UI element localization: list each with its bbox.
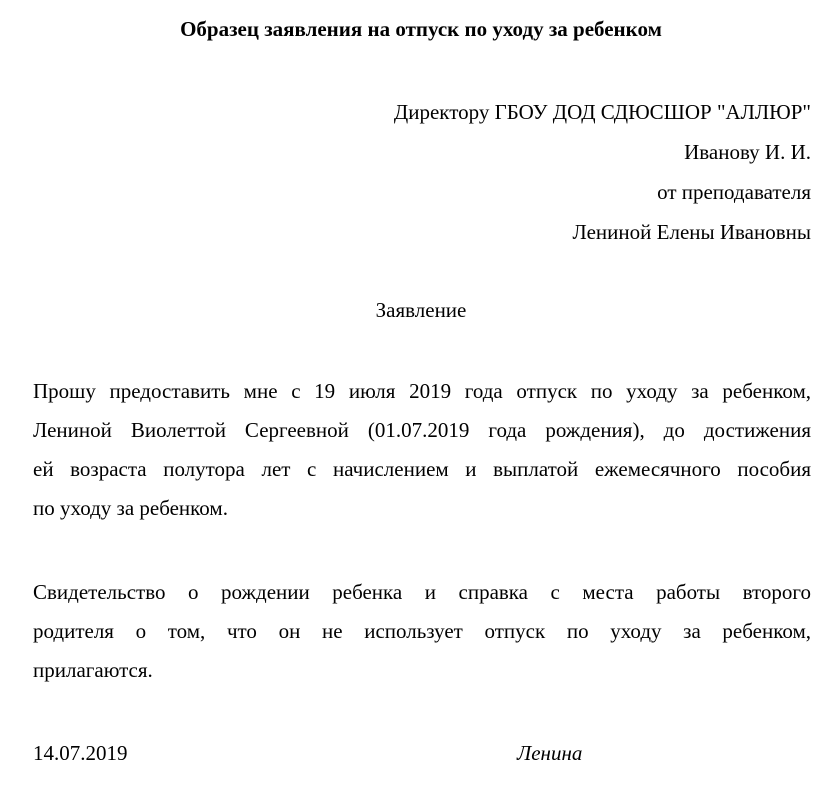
attachments-line-2: родителя о том, что он не использует отпуск по уходу за ребенком, — [33, 619, 811, 643]
addressee-block — [394, 92, 811, 252]
signature: Ленина — [517, 741, 583, 765]
document-date: 14.07.2019 — [33, 741, 128, 765]
addressee-line-director: Директору ГБОУ ДОД СДЮСШОР "АЛЛЮР" — [393, 100, 811, 124]
attachments-paragraph — [33, 573, 811, 690]
document-title: Образец заявления на отпуск по уходу за ребенком — [180, 17, 662, 41]
request-line-1: Прошу предоставить мне с 19 июля 2019 года отпуск по уходу за ребенком, — [33, 379, 811, 403]
attachments-line-3: прилагаются. — [33, 658, 153, 682]
request-line-4: по уходу за ребенком. — [33, 496, 228, 520]
attachments-line-1: Свидетельство о рождении ребенка и справка с места работы второго — [33, 580, 811, 604]
statement-heading: Заявление — [375, 298, 467, 322]
addressee-line-sender: Лениной Елены Ивановны — [572, 220, 811, 244]
request-line-3: ей возраста полутора лет с начислением и выплатой ежемесячного пособия — [33, 457, 811, 481]
addressee-line-name: Иванову И. И. — [684, 140, 811, 164]
request-paragraph — [33, 372, 811, 528]
request-line-2: Лениной Виолеттой Сергеевной (01.07.2019 года рождения), до достижения — [33, 418, 811, 442]
addressee-line-from: от преподавателя — [657, 180, 811, 204]
